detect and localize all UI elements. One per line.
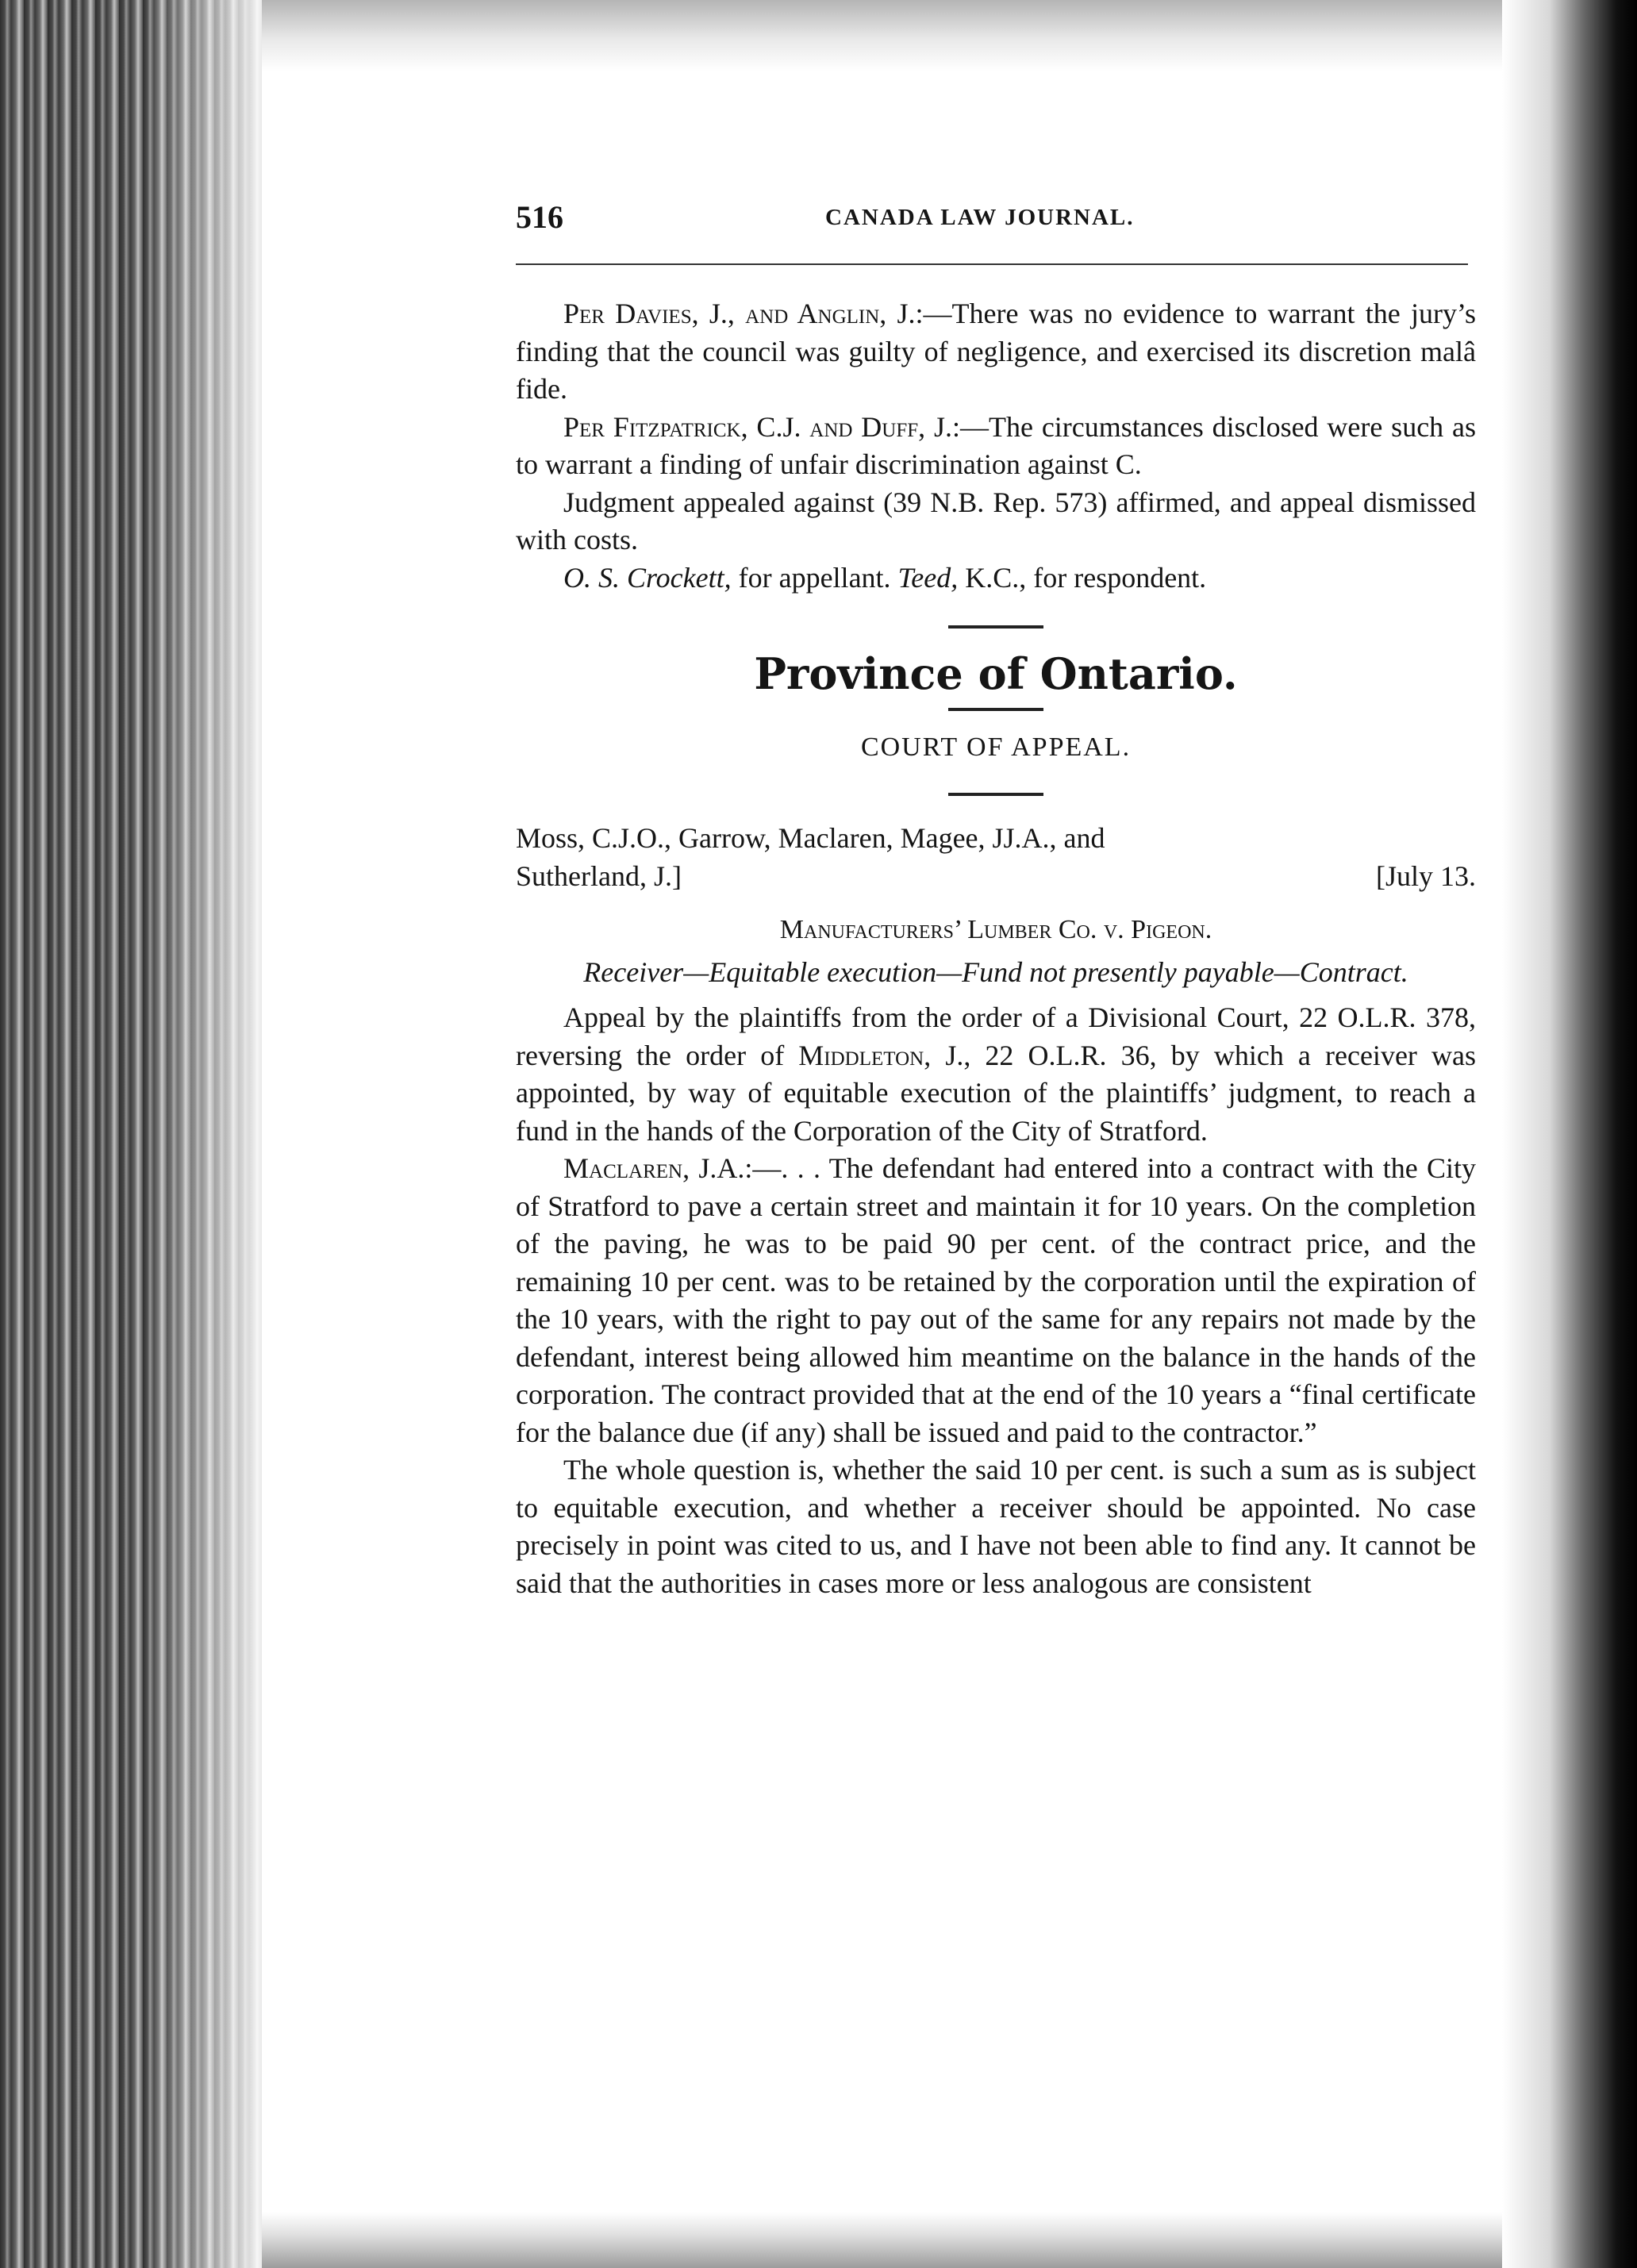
paragraph-text: , J.A.:—. . . The defendant had entered into a contract with the City of Stratford to pave a certain street and maintain it for 10 years. On the completion of the paving, he was to be paid 90 per cent. of the contract price, and the remaining 10 per cent. was to be retained by the corporation until the expiration of the 10 years, with the right to pay out of the same for any repairs not made by the defendant, interest being allowed him meantime on the balance in the hands of the corporation. The contract provided that at the end of the 10 years a “final certificate for the balance due (if any) shall be issued and paid to the contractor.” [516,1152,1476,1448]
scan-right-edge [1502,0,1637,2268]
section-rule [948,793,1043,796]
judge-name: Maclaren [563,1152,683,1184]
court-heading: COURT OF APPEAL. [860,732,1132,762]
province-heading: Province of Ontario. [754,648,1238,699]
counsel-text: K.C., for respondent. [958,561,1207,594]
paragraph-maclaren [516,1150,1476,1451]
paragraph-appeal [516,999,1476,1150]
bench-line: Moss, C.J.O., Garrow, Maclaren, Magee, JJ.A., and [516,822,1105,854]
scan-left-fade [143,0,302,2268]
page-header [516,198,1476,256]
paragraph-fitzpatrick-duff [516,409,1476,484]
paragraph-text: Appeal by the plaintiffs from the order of a Divisional Court, 22 O.L.R. 378, reversing the order of [516,1001,1476,1071]
paragraph-text: , J., 22 O.L.R. 36, by which a receiver was appointed, by way of equitable execution of the plaintiffs’ judgment, to reach a fund in the hands of the Corporation of the City of Stratford. [516,1039,1476,1147]
header-rule [516,263,1468,265]
bench-line: Sutherland, J.] [516,859,682,892]
scan-top-edge [262,0,1502,71]
paragraph-judgment: Judgment appealed against (39 N.B. Rep. 573) affirmed, and appeal dismissed with costs. [516,486,1476,555]
page-number: 516 [516,199,563,235]
running-title: CANADA LAW JOURNAL. [825,205,1135,230]
paragraph-question: The whole question is, whether the said 10 per cent. is such a sum as is subject to equitable execution, and whether a receiver should be appointed. No case precisely in point was cited to us, and I have not been able to find any. It cannot be said that the authorities in cases more or less analogous are consistent [516,1454,1476,1599]
paragraph-text: :—The circumstances disclosed were such as to warrant a finding of unfair discrimination against C. [516,410,1476,480]
judges-name: Per Fitzpatrick, C.J. and Duff, J. [563,410,953,443]
paragraph-counsel [516,559,1476,598]
bench-line-with-date [516,858,1476,896]
paragraph-davies-anglin [516,295,1476,409]
catchwords: Receiver—Equitable execution—Fund not presently payable—Contract. [583,955,1408,988]
journal-page [516,198,1476,1602]
case-date: [July 13. [1376,859,1476,892]
section-rule [948,625,1043,629]
counsel-name: O. S. Crockett, [563,561,732,594]
judges-name: Per Davies, J., and Anglin, J. [563,298,916,329]
paragraph-text: :—There was no evidence to warrant the jury’s finding that the council was guilty of negligence, and exercised its discretion malâ fide. [516,298,1476,405]
counsel-name: Teed, [897,561,959,594]
counsel-text: for appellant. [731,561,898,594]
case-title: Manufacturers’ Lumber Co. v. Pigeon. [779,915,1212,944]
section-rule [948,708,1043,711]
judge-name: Middleton [798,1039,924,1071]
scan-bottom-edge [262,2212,1502,2268]
